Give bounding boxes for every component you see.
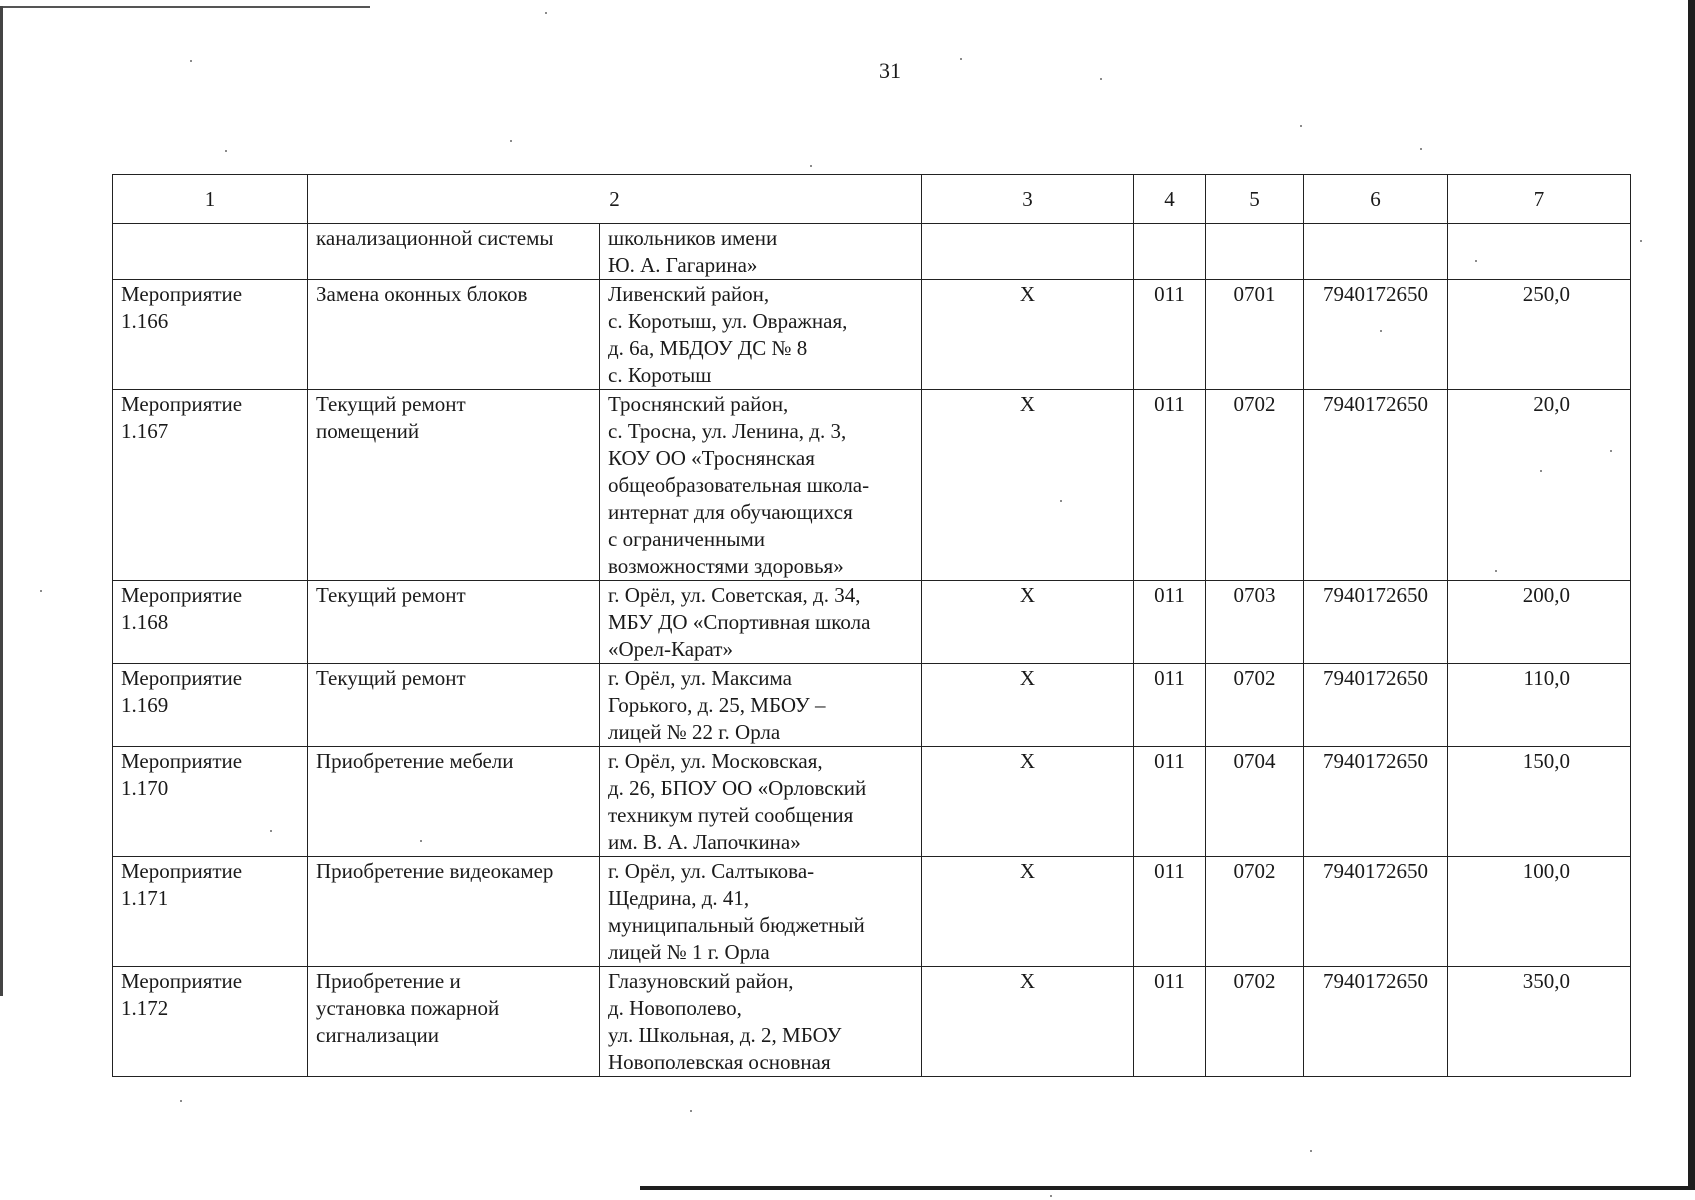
table-body — [113, 175, 1631, 1077]
cell-col-6: 7940172650 — [1304, 280, 1448, 390]
cell-col-3: X — [922, 967, 1134, 1077]
scan-speck — [960, 58, 962, 60]
cell-address: Глазуновский район, д. Новополево, ул. Школьная, д. 2, МБОУ Новополевская основная — [600, 967, 922, 1077]
table-row — [113, 390, 1631, 581]
table-row — [113, 664, 1631, 747]
cell-description: Приобретение видеокамер — [308, 857, 600, 967]
cell-col-6 — [1304, 224, 1448, 280]
header-col-1: 1 — [113, 175, 308, 224]
cell-col-3: X — [922, 747, 1134, 857]
cell-col-6: 7940172650 — [1304, 581, 1448, 664]
cell-event-id: Мероприятие 1.172 — [113, 967, 308, 1077]
cell-event-id: Мероприятие 1.171 — [113, 857, 308, 967]
cell-col-4: 011 — [1134, 664, 1206, 747]
cell-amount: 200,0 — [1448, 581, 1631, 664]
cell-address: Троснянский район, с. Тросна, ул. Ленина, д. 3, КОУ ОО «Троснянская общеобразовательная школа- интернат для обучающихся с ограниченными возможностями здоровья» — [600, 390, 922, 581]
scan-speck — [1050, 1195, 1052, 1197]
scan-speck — [1495, 570, 1497, 572]
cell-description: Текущий ремонт — [308, 581, 600, 664]
cell-col-3: X — [922, 390, 1134, 581]
scan-speck — [1540, 470, 1542, 472]
cell-address: Ливенский район, с. Коротыш, ул. Овражная, д. 6а, МБДОУ ДС № 8 с. Коротыш — [600, 280, 922, 390]
cell-event-id: Мероприятие 1.169 — [113, 664, 308, 747]
cell-col-6: 7940172650 — [1304, 747, 1448, 857]
scan-speck — [1300, 125, 1302, 127]
header-col-5: 5 — [1206, 175, 1304, 224]
cell-col-5 — [1206, 224, 1304, 280]
cell-amount: 110,0 — [1448, 664, 1631, 747]
cell-event-id: Мероприятие 1.167 — [113, 390, 308, 581]
cell-col-6: 7940172650 — [1304, 967, 1448, 1077]
cell-amount — [1448, 224, 1631, 280]
cell-amount: 250,0 — [1448, 280, 1631, 390]
cell-address: школьников имени Ю. А. Гагарина» — [600, 224, 922, 280]
scan-speck — [810, 165, 812, 167]
cell-event-id — [113, 224, 308, 280]
page-number: 31 — [879, 58, 901, 83]
table-header-row — [113, 175, 1631, 224]
scan-speck — [1475, 260, 1477, 262]
cell-col-3: X — [922, 581, 1134, 664]
header-col-6: 6 — [1304, 175, 1448, 224]
cell-address: г. Орёл, ул. Салтыкова- Щедрина, д. 41, муниципальный бюджетный лицей № 1 г. Орла — [600, 857, 922, 967]
scan-speck — [1380, 330, 1382, 332]
scan-speck — [270, 830, 272, 832]
scan-speck — [420, 840, 422, 842]
scan-speck — [510, 140, 512, 142]
cell-col-5: 0702 — [1206, 390, 1304, 581]
cell-description: Приобретение и установка пожарной сигнализации — [308, 967, 600, 1077]
scan-speck — [1060, 500, 1062, 502]
scan-speck — [40, 590, 42, 592]
scan-speck — [1640, 240, 1642, 242]
scan-speck — [545, 12, 547, 14]
header-col-3: 3 — [922, 175, 1134, 224]
cell-description: Текущий ремонт помещений — [308, 390, 600, 581]
cell-col-5: 0703 — [1206, 581, 1304, 664]
cell-amount: 20,0 — [1448, 390, 1631, 581]
scan-border-bottom — [640, 1186, 1695, 1190]
table-row — [113, 581, 1631, 664]
cell-col-5: 0704 — [1206, 747, 1304, 857]
scan-speck — [1100, 78, 1102, 80]
cell-col-5: 0702 — [1206, 857, 1304, 967]
cell-col-4: 011 — [1134, 390, 1206, 581]
cell-event-id: Мероприятие 1.170 — [113, 747, 308, 857]
cell-col-3: X — [922, 857, 1134, 967]
scan-border-left — [0, 6, 3, 996]
header-col-4: 4 — [1134, 175, 1206, 224]
cell-amount: 350,0 — [1448, 967, 1631, 1077]
cell-col-5: 0701 — [1206, 280, 1304, 390]
cell-description: Приобретение мебели — [308, 747, 600, 857]
cell-col-6: 7940172650 — [1304, 857, 1448, 967]
cell-address: г. Орёл, ул. Советская, д. 34, МБУ ДО «Спортивная школа «Орел-Карат» — [600, 581, 922, 664]
cell-col-5: 0702 — [1206, 967, 1304, 1077]
cell-address: г. Орёл, ул. Максима Горького, д. 25, МБОУ – лицей № 22 г. Орла — [600, 664, 922, 747]
scan-speck — [690, 1110, 692, 1112]
scan-speck — [190, 60, 192, 62]
cell-col-4: 011 — [1134, 280, 1206, 390]
document-table-container — [112, 174, 1631, 1077]
cell-amount: 100,0 — [1448, 857, 1631, 967]
cell-col-3 — [922, 224, 1134, 280]
cell-col-3: X — [922, 280, 1134, 390]
cell-event-id: Мероприятие 1.168 — [113, 581, 308, 664]
scan-border-right — [1688, 0, 1695, 1190]
cell-col-5: 0702 — [1206, 664, 1304, 747]
cell-description: Текущий ремонт — [308, 664, 600, 747]
budget-table — [112, 174, 1631, 1077]
scan-speck — [1610, 450, 1612, 452]
table-row — [113, 857, 1631, 967]
cell-col-3: X — [922, 664, 1134, 747]
table-row — [113, 224, 1631, 280]
header-col-2: 2 — [308, 175, 922, 224]
header-col-7: 7 — [1448, 175, 1631, 224]
cell-col-4: 011 — [1134, 967, 1206, 1077]
scan-border-top — [0, 6, 370, 8]
cell-col-4 — [1134, 224, 1206, 280]
scan-speck — [225, 150, 227, 152]
table-row — [113, 747, 1631, 857]
cell-description: Замена оконных блоков — [308, 280, 600, 390]
scan-speck — [180, 1100, 182, 1102]
cell-amount: 150,0 — [1448, 747, 1631, 857]
table-row — [113, 280, 1631, 390]
cell-col-4: 011 — [1134, 747, 1206, 857]
cell-event-id: Мероприятие 1.166 — [113, 280, 308, 390]
cell-address: г. Орёл, ул. Московская, д. 26, БПОУ ОО «Орловский техникум путей сообщения им. В. А. Лапочкина» — [600, 747, 922, 857]
scan-speck — [1310, 1150, 1312, 1152]
cell-col-4: 011 — [1134, 581, 1206, 664]
cell-col-6: 7940172650 — [1304, 390, 1448, 581]
cell-col-6: 7940172650 — [1304, 664, 1448, 747]
scan-speck — [1420, 148, 1422, 150]
cell-description: канализационной системы — [308, 224, 600, 280]
cell-col-4: 011 — [1134, 857, 1206, 967]
table-row — [113, 967, 1631, 1077]
